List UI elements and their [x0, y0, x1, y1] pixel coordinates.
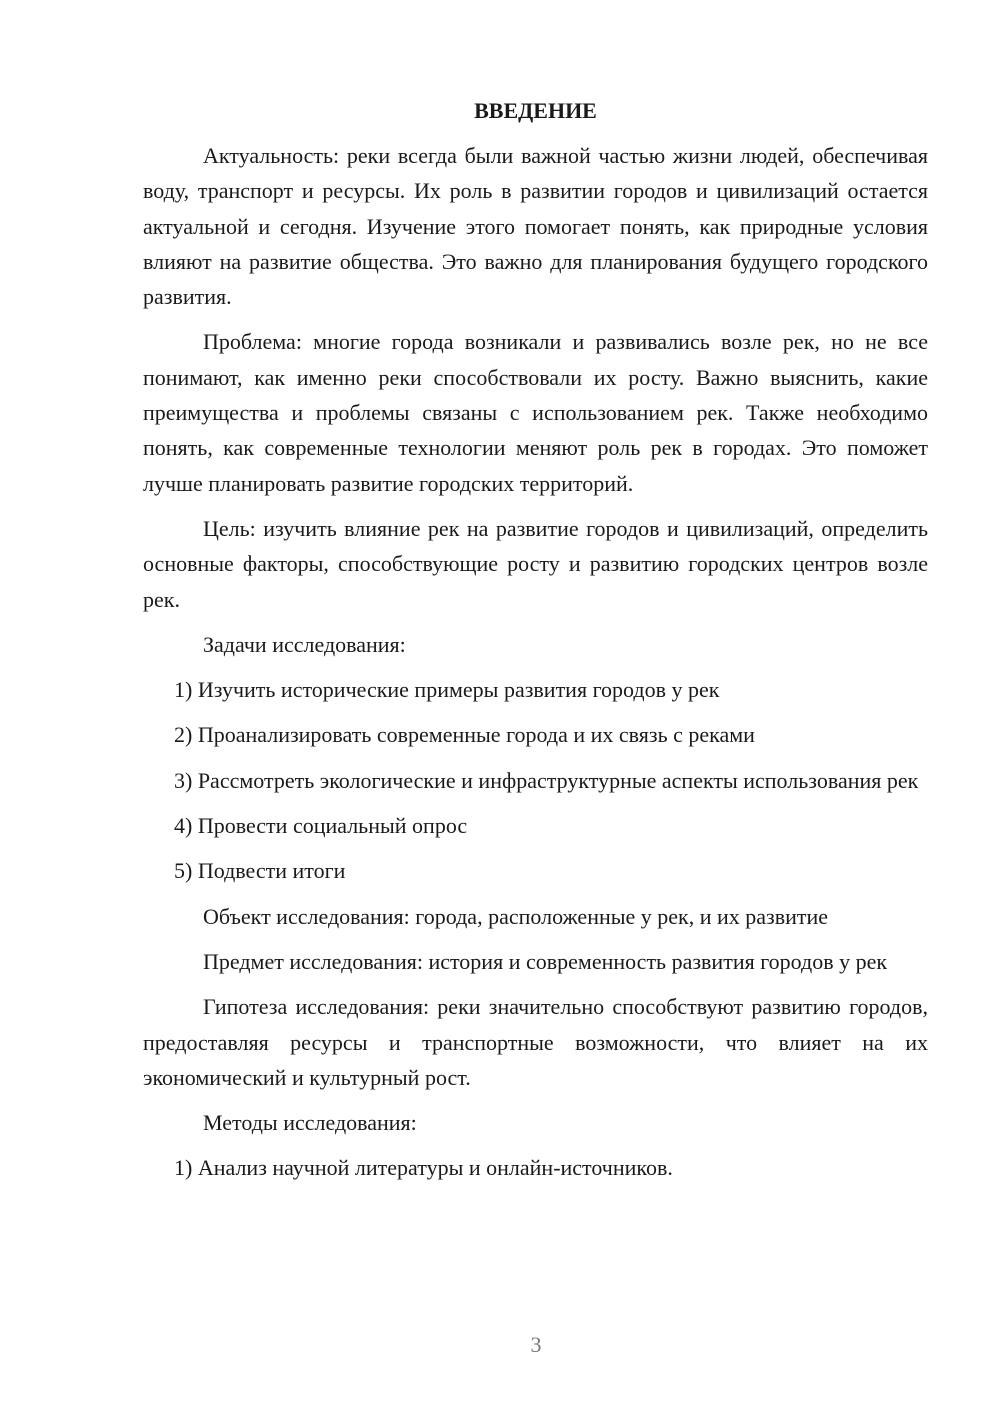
- list-item-task-5: 5) Подвести итоги: [174, 858, 346, 884]
- page-title: ВВЕДЕНИЕ: [474, 98, 597, 123]
- paragraph-goal: Цель: изучить влияние рек на развитие городов и цивилизаций, определить основные факторы, способствующие росту и развитию городских центров возле рек.: [143, 515, 928, 612]
- paragraph-problem: Проблема: многие города возникали и развивались возле рек, но не все понимают, как именно реки способствовали их росту. Важно выяснить, какие преимущества и проблемы связаны с использованием рек. Также необходимо понять, как современные технологии меняют роль рек в городах. Это поможет лучше планировать развитие городских территорий.: [143, 329, 928, 496]
- list-item-task-1: 1) Изучить исторические примеры развития городов у рек: [174, 677, 720, 703]
- paragraph-object: Объект исследования: города, расположенные у рек, и их развитие: [203, 903, 829, 929]
- list-item-method-1: 1) Анализ научной литературы и онлайн-источников.: [174, 1155, 673, 1181]
- paragraph-tasks-title: Задачи исследования:: [203, 631, 406, 657]
- list-item-task-2: 2) Проанализировать современные города и их связь с реками: [174, 722, 755, 748]
- list-item-task-3: 3) Рассмотреть экологические и инфраструктурные аспекты использования рек: [174, 767, 919, 793]
- paragraph-subject: Предмет исследования: история и современность развития городов у рек: [203, 948, 888, 974]
- paragraph-methods-title: Методы исследования:: [203, 1110, 417, 1136]
- list-item-task-4: 4) Провести социальный опрос: [174, 813, 468, 839]
- paragraph-hypothesis: Гипотеза исследования: реки значительно способствуют развитию городов, предоставляя ресурсы и транспортные возможности, что влияет на их экономический и культурный рост.: [143, 994, 928, 1090]
- page-number: 3: [530, 1332, 542, 1357]
- paragraph-relevance: Актуальность: реки всегда были важной частью жизни людей, обеспечивая воду, транспорт и ресурсы. Их роль в развитии городов и цивилизаций остается актуальной и сегодня. Изучение этого помогает понять, как природные условия влияют на развитие общества. Это важно для планирования будущего городского развития.: [143, 143, 928, 310]
- document-body: [143, 93, 928, 1186]
